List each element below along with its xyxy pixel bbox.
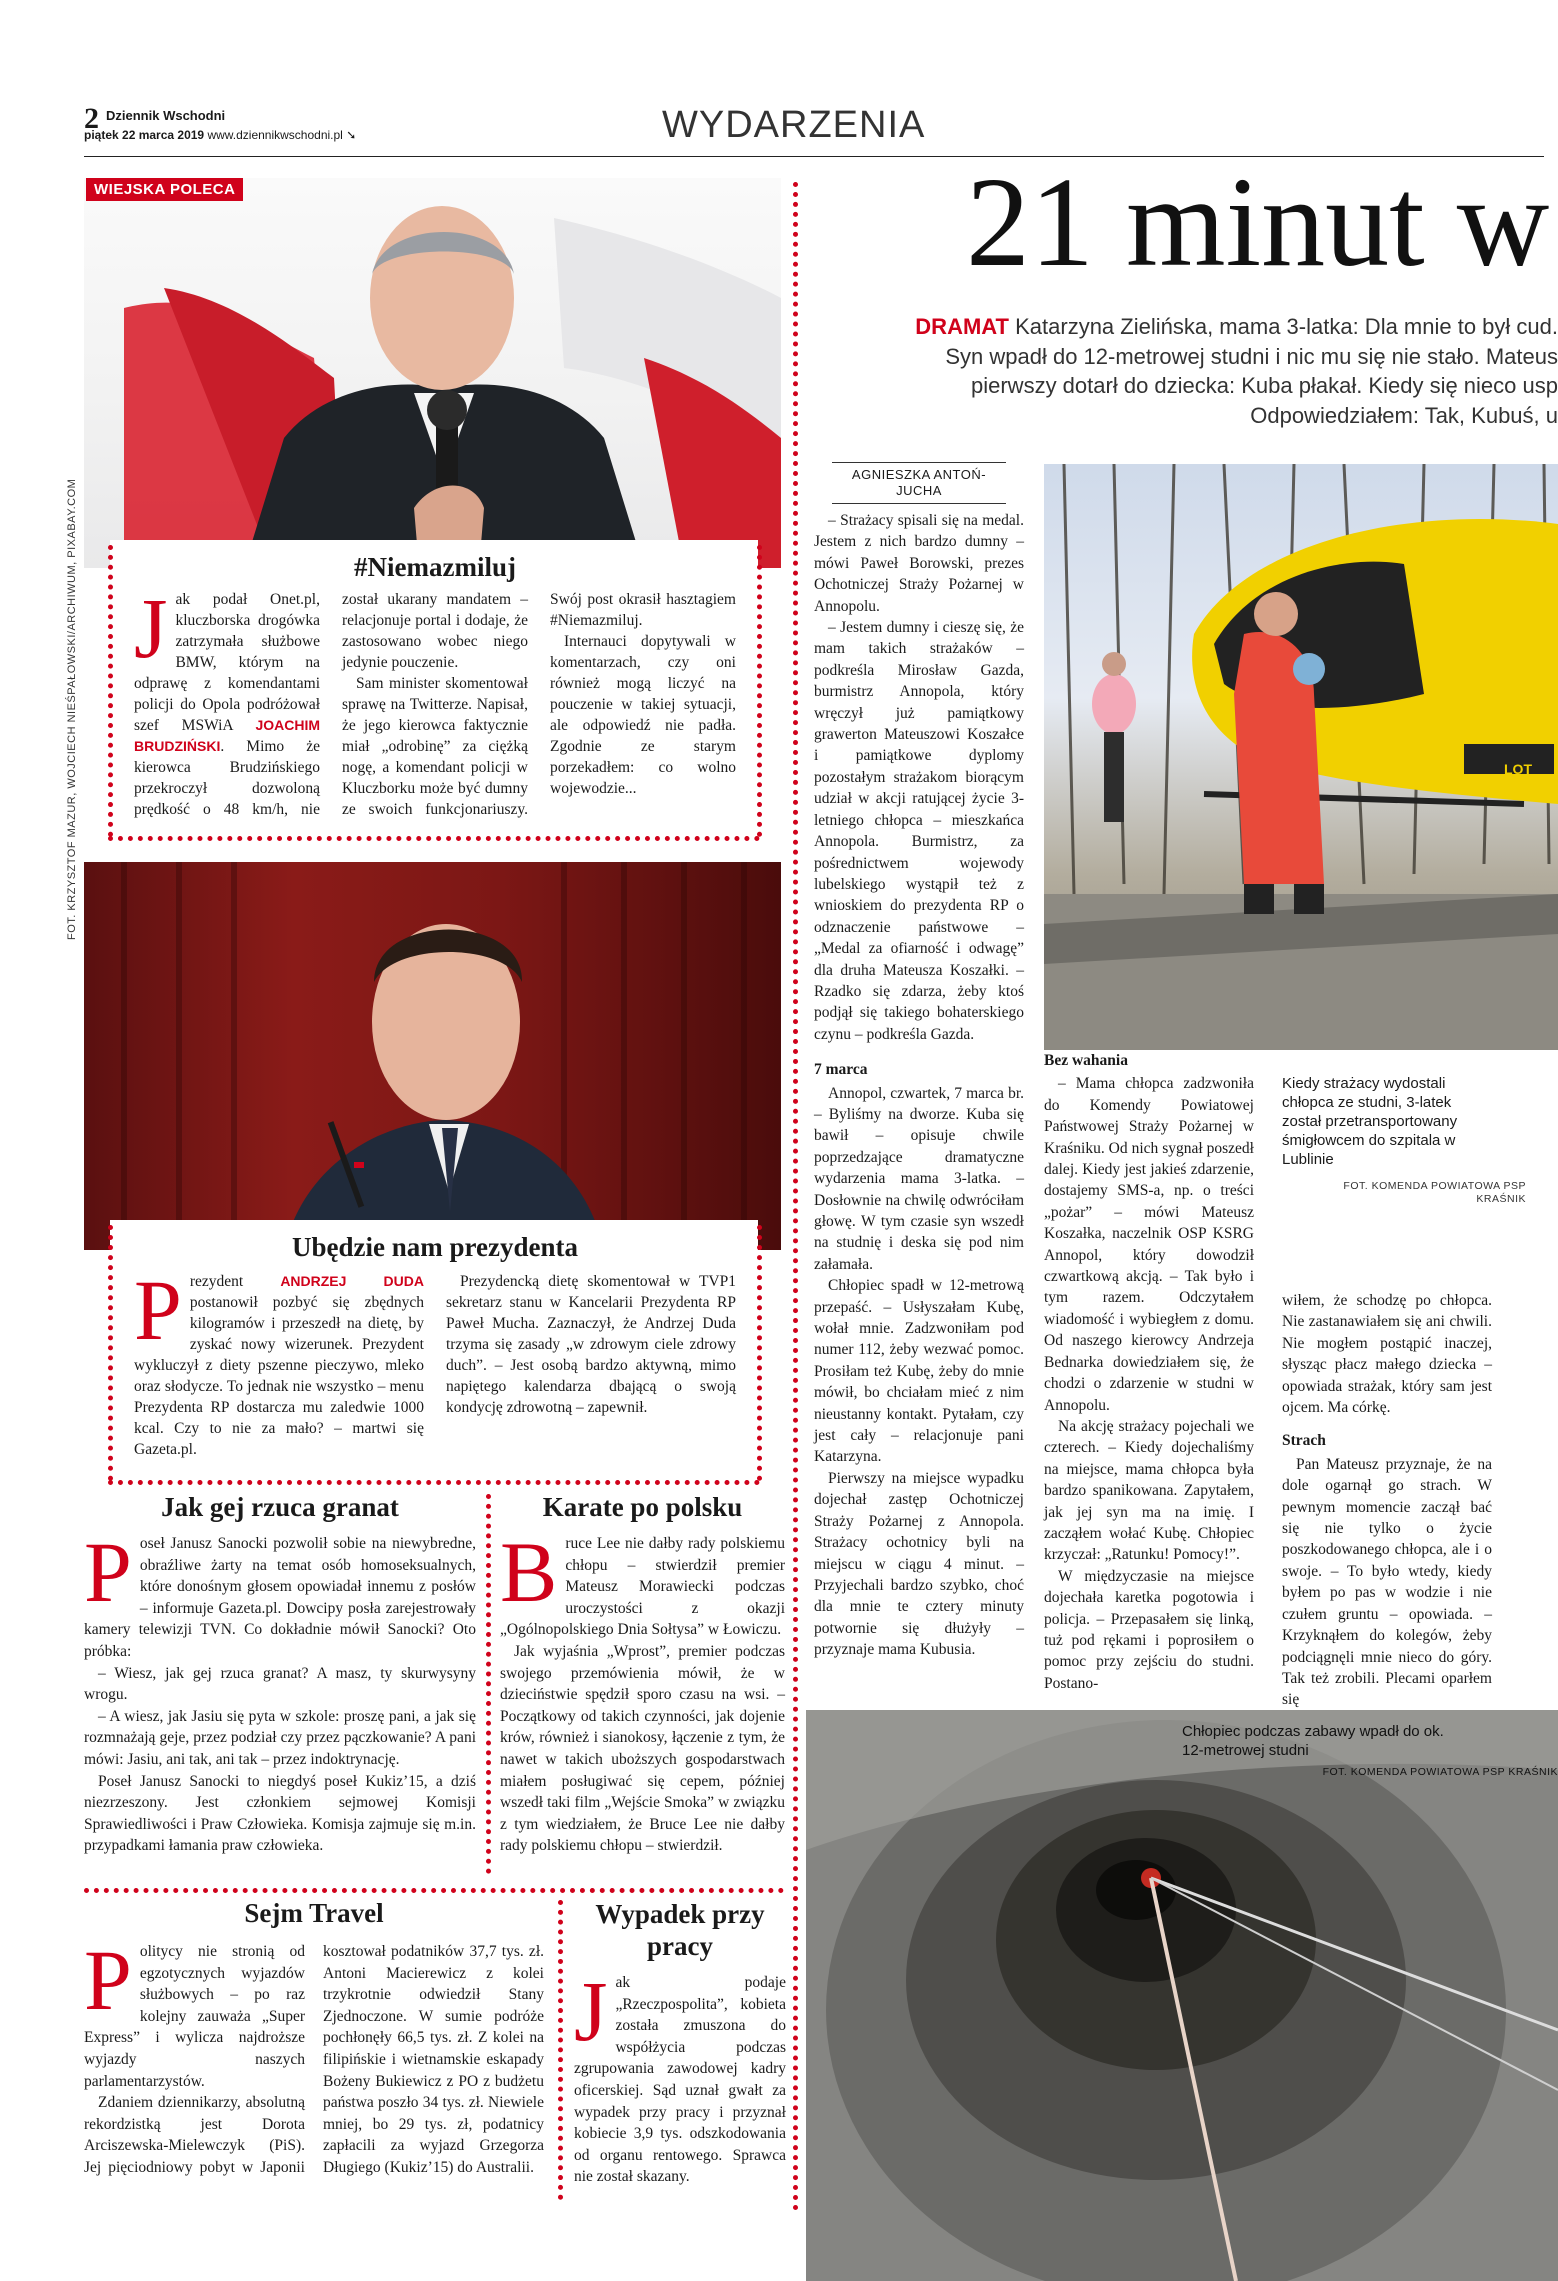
author-rule (832, 503, 1006, 504)
person-name: JOACHIM BRUDZIŃSKI (134, 717, 321, 754)
section-title: WYDARZENIA (662, 104, 926, 146)
subhead-bez-wahania: Bez wahania (1044, 1052, 1128, 1069)
article-wypadek (574, 1898, 786, 2198)
dotted-border (108, 1225, 113, 1481)
article4-text-1: ruce Lee nie dałby rady polskiemu chłopu – stwierdził premier Mateusz Morawiecki podczas uroczystości z okazji „Ogólnopolskiego Dnia Sołtysa” w Łowiczu. (500, 1535, 785, 1639)
subhead-7-marca: 7 marca (814, 1061, 868, 1079)
main-col1-para-2: – Jestem dumny i cieszę się, że mam takich strażaków – podkreśla Mirosław Gazda, burmistrz Annopola, który wręczył już pamiątkowy grawerton Mateuszowi Koszałce i pamiątkowe dyplomy pozostałym strażakom biorącym udział w akcji ratującej życie 3-letniego chłopca – mieszkańca Annopola. Burmistrz, za pośrednictwem wojewody lubelskiego wystąpił też z wnioskiem do prezydenta RP o odznaczenie państwowe – „Medal za ofiarność i odwagę” dla druha Mateusza Koszałki. – Rzadko się zdarza, żeby ktoś podjął się takiego bohaterskiego czynu – podkreśla Gazda. (814, 619, 1024, 1043)
helicopter-credit: FOT. KOMENDA POWIATOWA PSP KRAŚNIK (1343, 1180, 1526, 1205)
article3-text-4: Poseł Janusz Sanocki to niegdyś poseł Kukiz’15, a dziś niezrzeszony. Jest członkiem sejmowej Komisji Sprawiedliwości i Praw Człowieka. Komisja zajmuje się m.in. przypadkami łamania praw człowieka. (84, 1772, 476, 1855)
author-rule (832, 462, 1006, 463)
duda-illustration (84, 862, 781, 1250)
article4-text-2: Jak wyjaśnia „Wprost”, premier podczas swojego przemówienia mówił, że w dzieciństwie spędził sporo czasu na wsi. – Początkowy od takich czynności, jak dojenie krów, również i sianokosy, łączenie z tym, że nawet w takich uboższych gospodarstwach miałem posługiwać się cepem, później wszedł taki film „Wejście Smoka” w związku z tym wiedziałem, że Bruce Lee nie dałby rady polskiemu chłopu – stwierdził. (500, 1642, 785, 1855)
article-wypadek-title: Wypadek przy pracy (595, 1899, 765, 1961)
article-granat (84, 1492, 476, 1882)
article2-text-3: Prezydencką dietę skomentował w TVP1 sekretarz stanu w Kancelarii Prezydenta RP Paweł Mucha. Zaznaczył, że Andrzej Duda trzyma się zasady „w zdrowym ciele zdrowy duch”. – Jest osobą bardzo aktywną, mimo napiętego kalendarza dbającą o swoją kondycję zdrowotną – zapewnił. (446, 1273, 736, 1416)
main-col1-para-4: Chłopiec spadł w 12-metrową przepaść. – Usłyszałam Kubę, wołał mnie. Zadzwoniłam pod numer 112, żeby wezwać pomoc. Prosiłam też Kubę, żeby do mnie mówił, bo chciałam mieć z nim nieustanny kontakt. Pytałam, czy jest cały – relacjonuje pani Katarzyna. (814, 1277, 1024, 1466)
article2-text-1: rezydent (189, 1273, 244, 1290)
photo-well (806, 1710, 1558, 2281)
article-sejm-travel-title: Sejm Travel (244, 1898, 384, 1928)
article5-text-2: Zdaniem dziennikarzy, absolutną rekordzistką jest Dorota Arciszewska-Mielewczyk (PiS). Jej pięciodniowy pobyt w Japonii kosztował podatników 37,7 tys. zł. Antoni Macierewicz z kolei trzykrotnie odwiedził Stany Zjednoczone. W sumie podróże pochłonęły 66,5 tys. zł. Z kolei na filipińskie i wietnamskie eskapady Bożeny Bukiewicz z PO z budżetu państwa poszło 34 tys. zł. Niewiele mniej, bo 29 tys. zł, podatnicy zapłacili za wyjazd Grzegorza Długiego (Kukiz’15) do Australii. (84, 1943, 544, 2176)
dotted-border (108, 836, 760, 841)
issue-date (84, 128, 356, 142)
main-col3-para-2: Pan Mateusz przyznaje, że na dole ogarnął go strach. W pewnym momencie zaczął bać się nie tylko o życie poszkodowanego chłopca, ale i o swoje. – To było wtedy, kiedy byłem po pas w wodzie i nie czułem gruntu – opowiada. – Krzyknąłem do kolegów, żeby podciągnęli mnie nieco do góry. Tak też zrobili. Plecami oparłem się (1282, 1455, 1492, 1709)
helicopter-logo: LOT (1504, 761, 1532, 777)
main-col2-para-1: – Mama chłopca zadzwoniła do Komendy Powiatowej Państwowej Straży Pożarnej w Kraśniku. Od nich sygnał poszedł dalej. Kiedy jest jakieś zdarzenie, dostajemy SMS-a, np. o treści „pożar” – mówi Mateusz Koszałka, naczelnik OSP KSRG Annopol, który dowodził czwartkową akcją. – Tak było i tym razem. Odczytałem wiadomość i wybiegłem z domu. Od naszego kierowcy Andrzeja Bednarka dowiedziałem się, że chodzi o zdarzenie w studni w Annopolu. (1044, 1075, 1254, 1414)
page-number: 2 (84, 102, 99, 135)
photo-duda (84, 862, 781, 1250)
helicopter-illustration (1044, 464, 1558, 1050)
arrow-icon: ➘ (346, 128, 357, 142)
well-credit: FOT. KOMENDA POWIATOWA PSP KRAŚNIK (1322, 1766, 1558, 1778)
subhead-strach: Strach (1282, 1432, 1326, 1450)
paper-name: Dziennik Wschodni (106, 108, 226, 123)
tag-wiejska-poleca: WIEJSKA POLECA (86, 178, 243, 201)
main-col-1 (814, 510, 1024, 1661)
dotted-border (108, 1480, 760, 1485)
article-duda (110, 1220, 758, 1482)
main-col2-para-3: W międzyczasie na miejsce dojechała karetka pogotowia i policja. – Przepasałem się linką, tuż pod rękami i poprosiłem o pomoc przy zejściu do studni. Postano- (1044, 1567, 1254, 1692)
article3-text-3: – A wiesz, jak Jasiu się pyta w szkole: proszę pani, a jak się rozmnażają geje, przez podział czy przez pączkowanie? A pani mówi: Jasiu, ani tak, ani tak – przez indoktrynację. (84, 1707, 476, 1768)
article-granat-body (84, 1524, 476, 1857)
dropcap: P (134, 1262, 182, 1358)
person-name: ANDRZEJ DUDA (280, 1273, 424, 1289)
dotted-border (757, 1225, 762, 1481)
dropcap: J (134, 580, 168, 676)
well-caption: Chłopiec podczas zabawy wpadł do ok. 12-metrowej studni (1182, 1723, 1444, 1759)
article1-text-2: . Mimo że kierowca Brudzińskiego przekroczył dozwoloną prędkość o 48 km/h, nie został ukarany mandatem – relacjonuje portal i dodaje, że zastosowano wobec niego jedynie pouczenie. (134, 591, 528, 818)
dropcap: P (84, 1524, 132, 1620)
dropcap: J (574, 1963, 608, 2059)
author-name: AGNIESZKA ANTOŃ-JUCHA (851, 467, 987, 498)
author-byline (814, 462, 1024, 504)
article1-text-3: Sam minister skomentował sprawę na Twitterze. Napisał, że jego kierowca faktycznie miał „odrobinę” za ciężką nogę, a komendant policji w Kluczborku może być dumny ze swoich funkcjonariuszy. Swój post okrasił hasztagiem #Niemazmiluj. (342, 591, 736, 818)
article-karate-body (500, 1524, 785, 1857)
dropcap: B (500, 1524, 558, 1620)
dotted-divider (558, 1900, 563, 2200)
article5-text-1: olitycy nie stronią od egzotycznych wyjazdów służbowych – po raz kolejny zauważa „Super Express” i wylicza najdroższe wyjazdy naszych parlamentarzystów. (84, 1943, 305, 2090)
main-col1-para-5: Pierwszy na miejsce wypadku dojechał zastęp Ochotniczej Straży Pożarnej z Annopola. Strażacy ochotnicy byli na miejscu w ciągu 4 minut. – Przyjechali bardzo szybko, choć dla mnie te cztery minuty potwornie się dłużyły – przyznaje mama Kubusia. (814, 1469, 1024, 1659)
dropcap: P (84, 1932, 132, 2028)
article1-text-1: ak podał Onet.pl, kluczborska drogówka zatrzymała służbowe BMW, którym na odprawę z komendantami policji do Opola podróżował szef MSWiA (134, 591, 320, 734)
dotted-divider (84, 1888, 784, 1893)
lead-text-1: Katarzyna Zielińska, mama 3-latka: Dla mnie to był cud. (1015, 314, 1558, 339)
article-sejm-travel-body (84, 1932, 544, 2179)
photo-brudzinski (84, 178, 781, 568)
dotted-border (757, 545, 762, 837)
article-duda-title: Ubędzie nam prezydenta (292, 1232, 578, 1262)
lead-line-2: Syn wpadł do 12-metrowej studni i nic mu się nie stało. Mateus (945, 343, 1558, 369)
article-karate (500, 1492, 785, 1882)
dotted-border (108, 545, 113, 837)
lead-line-1 (820, 312, 1558, 342)
lead-label: DRAMAT (915, 314, 1009, 339)
article-niemazmiluj-title: #Niemazmiluj (354, 552, 516, 582)
article-duda-body (134, 1262, 736, 1460)
photo-credit-vertical: FOT. KRZYSZTOF MAZUR, WOJCIECH NIEŚPAŁOWSKI/ARCHIWUM, PIXABAY.COM (66, 478, 78, 940)
well-illustration (806, 1710, 1558, 2281)
article3-text-1: oseł Janusz Sanocki pozwolił sobie na niewybredne, obraźliwe żarty na temat osób homoseksualnych, które donośnym głosem opowiadał innemu z posłów – informuje Gazeta.pl. Dowcipy posła zarejestrowały kamery telewizji TVN. Co dokładnie mówił Sanocki? Oto próbka: (84, 1535, 476, 1660)
main-col-2 (1044, 1050, 1254, 1694)
article-sejm-travel (84, 1898, 544, 2198)
lead-line-3: pierwszy dotarł do dziecka: Kuba płakał. Kiedy się nieco usp (971, 373, 1558, 398)
column-divider (793, 182, 798, 2212)
article-karate-title: Karate po polsku (542, 1492, 743, 1522)
article3-text-2: – Wiesz, jak gej rzuca granat? A masz, ty skurwysyny wrogu. (84, 1664, 476, 1704)
main-headline: 21 minut w (966, 151, 1550, 293)
issue-date-text: piątek 22 marca 2019 (84, 128, 205, 142)
article1-text-4: Internauci dopytywali w komentarzach, czy oni również mogą liczyć na pouczenie w takiej sytuacji, ale odpowiedź nie padła. Zgodnie ze starym porzekadłem: co wolno wojewodzie... (550, 633, 736, 797)
article-niemazmiluj (110, 540, 758, 838)
brudzinski-illustration (84, 178, 781, 568)
article2-text-2: postanowił pozbyć się zbędnych kilogramów i przeszedł na dietę, by zyskać nowy wizerunek. Prezydent wykluczył z diety pszenne pieczywo, mleko oraz słodycze. To jednak nie wszystko – menu Prezydenta RP dostarcza mu zaledwie 1000 kcal. Czy to nie za mało? – martwi się Gazeta.pl. (134, 1294, 424, 1458)
photo-helicopter (1044, 464, 1558, 1050)
main-col1-para-3: Annopol, czwartek, 7 marca br. – Byliśmy na dworze. Kuba się bawił – opisuje chwile poprzedzające dramatyczne wydarzenia mama 3-latka. – Dosłownie na chwilę odwróciłam głowę. W tym czasie syn wszedł na studnię i deska się pod nim załamała. (814, 1084, 1024, 1273)
helicopter-caption: Kiedy strażacy wydostali chłopca ze studni, 3-latek został przetransportowany śmigłowcem do szpitala w Lublinie (1282, 1075, 1458, 1168)
main-col3-para-1: wiłem, że schodzę po chłopca. Nie zastanawiałem się ani chwili. Nie mogłem postąpić inaczej, słysząc płacz małego dziecka – opowiada strażak, który sam jest ojcem. Ma córkę. (1282, 1292, 1492, 1417)
article6-text-1: ak podaje „Rzeczpospolita”, kobieta została zmuszona do współżycia podczas zgrupowania zawodowej kadry oficerskiej. Sąd uznał gwałt za wypadek przy pracy i przyznał kobiecie 3,9 tys. odszkodowania od organu rentowego. Sprawca nie został skazany. (574, 1974, 786, 2186)
main-col-3 (1282, 1290, 1492, 1711)
main-lead (820, 312, 1558, 430)
dotted-divider (486, 1494, 491, 1874)
website[interactable]: www.dziennikwschodni.pl (207, 128, 343, 142)
article-granat-title: Jak gej rzuca granat (161, 1492, 399, 1522)
main-col2-para-2: Na akcję strażacy pojechali we czterech. – Kiedy dojechaliśmy na miejsce, mama chłopca była bardzo spanikowana. Zapytałem, jak jej syn ma na imię. I zacząłem wołać Kubę. Chłopiec krzyczał: „Ratunku! Pomocy!”. (1044, 1417, 1254, 1564)
article-niemazmiluj-body (134, 580, 736, 820)
main-col1-para-1: – Strażacy spisali się na medal. Jestem z nich bardzo dumny – mówi Paweł Borowski, prezes Ochotniczej Straży Pożarnej w Annopolu. (814, 512, 1024, 615)
article-wypadek-body (574, 1963, 786, 2188)
lead-line-4: Odpowiedziałem: Tak, Kubuś, u (1250, 402, 1558, 428)
